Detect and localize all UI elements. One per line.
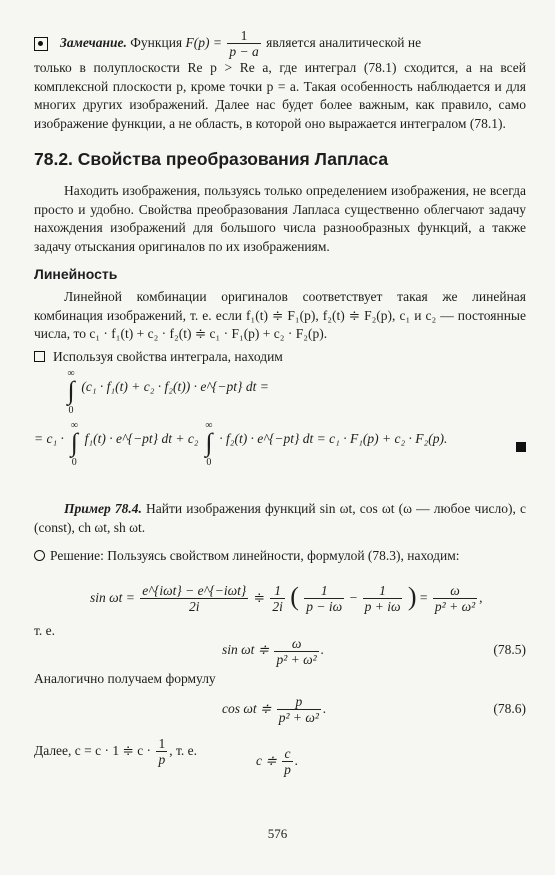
cos-result-lhs: cos ωt ≑ [222, 700, 272, 716]
remark-label: Замечание. [60, 35, 127, 50]
half-fraction [270, 583, 285, 614]
sin-result-lhs: sin ωt ≑ [222, 642, 270, 658]
euler-fraction [140, 583, 248, 614]
equals-sign: = [419, 589, 428, 605]
remark-block [34, 28, 526, 133]
linearity-text: Линейной комбинации оригиналов соответствует такая же линейная комбинация изображений, т. е. если f₁(t) ≑ F₁(p), f₂(t) ≑ F₂(p), c₁ и c₂ — постоянные числа, то c₁ · f₁(t) + c₂ · f₂(t) ≑ c₁ · F₁(p) + c₂ · F₂(p). [34, 289, 526, 342]
solution-text: Пользуясь свойством линейности, формулой (78.3), находим: [107, 548, 460, 564]
p2-denominator: p + iω [364, 599, 401, 615]
sin-result: sin ωt ≑ $\frac{\omega}{\text{p² + ω²}}$ . (78.5) [34, 632, 526, 668]
equation-number-78-5: (78.5) [493, 642, 526, 658]
integral-sign: ∞ ∫ 0 [202, 430, 216, 456]
fraction-numerator: 1 [227, 28, 260, 44]
remark-icon [34, 37, 48, 51]
sin-lhs: sin ωt = [90, 589, 135, 605]
formula-1-body: (c₁ · f₁(t) + c₂ · f₂(t)) · e^{−pt} dt = [81, 379, 269, 395]
page-content [34, 28, 527, 778]
integral-lower: 0 [68, 405, 74, 417]
linearity-heading: Линейность [34, 266, 118, 283]
p2-fraction [363, 583, 403, 614]
formula-2-part-b: f₁(t) · e^{−pt} dt + c₂ [84, 431, 199, 447]
integral-sign: ∞ ∫ 0 [67, 430, 81, 456]
minus-sign: − [349, 589, 358, 605]
integral-upper: ∞ [205, 420, 213, 432]
c-result: c ≑ $\frac{c}{p}$ . [256, 746, 299, 778]
te-line: т. е. [34, 622, 56, 638]
formula-2-part-a: = c₁ · [34, 431, 64, 447]
further-fraction [156, 736, 167, 767]
example-text: Найти изображения функций sin ωt, cos ωt (ω — любое число), c (const), ch ωt, sh ωt. [34, 501, 527, 535]
cos-result-denominator: p² + ω² [278, 710, 319, 726]
equation-number-78-6: (78.6) [493, 700, 526, 716]
integral-upper: ∞ [70, 420, 78, 432]
remark-function: F(p) = [185, 35, 222, 50]
sin-result-fraction [274, 636, 318, 667]
integral-formula-1 [34, 368, 526, 422]
section-intro: Находить изображения, пользуясь только определением изображения, не всегда просто и удобно. Свойства преобразования Лапласа существенно облегчают задачу нахождения изображений для большого числа разнообразных функций, а также задачу отыскания оригиналов по их изображениям. [34, 183, 526, 254]
c-result-fraction [282, 746, 293, 777]
integral-lower: 0 [71, 457, 77, 469]
example-line [34, 500, 526, 537]
remark-text: Функция [130, 35, 183, 50]
analog-line: Аналогично получаем формулу [34, 671, 216, 687]
remark-fraction [227, 28, 260, 59]
proof-intro-line [34, 348, 526, 367]
p1-denominator: p − iω [306, 599, 343, 615]
result-denominator: p² + ω² [434, 599, 476, 615]
sin-result-numerator: ω [274, 636, 318, 652]
fraction-denominator: p − a [229, 44, 259, 60]
p1-fraction [304, 583, 344, 614]
c-result-lhs: c ≑ [256, 752, 277, 768]
result-fraction [433, 583, 477, 614]
proof-intro: Используя свойства интеграла, находим [53, 348, 283, 364]
further-text: Далее, c = c · 1 ≑ c · [34, 742, 152, 758]
correspondence-sign: ≑ [253, 589, 265, 605]
integral-lower: 0 [206, 457, 212, 469]
formula-2-part-c: · f₂(t) · e^{−pt} dt = c₁ · F₁(p) + c₂ · F₂(p). [219, 431, 448, 447]
solution-icon [34, 550, 45, 561]
integral-upper: ∞ [67, 368, 75, 380]
integral-formula-2 [34, 420, 526, 474]
euler-numerator: e^{iωt} − e^{−iωt} [142, 583, 247, 599]
sin-derivation: sin ωt = $\frac{\text{e\textasciicircum{}\{iωt\} − e\textasciicircum{}\{−iωt\}}}{2i}$ ≑ $\frac{1}{2i}$ ( $\frac{1}{p - i\omega}$ − $\frac{1}{p + i\omega}$ ) = $\frac{\omega}{\text{p² + ω²}}$ , [90, 581, 483, 615]
result-numerator: ω [433, 583, 477, 599]
integral-sign: ∞ ∫ 0 [64, 378, 78, 404]
c-result-denominator: p [284, 762, 291, 778]
example-label: Пример 78.4. [64, 501, 142, 517]
solution-line [34, 547, 526, 566]
p1-numerator: 1 [304, 583, 344, 599]
cos-result: cos ωt ≑ $\frac{p}{\text{p² + ω²}}$ . (78.6) [34, 691, 526, 727]
proof-start-icon [34, 351, 45, 362]
further-line [34, 733, 526, 778]
solution-label: Решение: [50, 548, 104, 564]
p2-numerator: 1 [363, 583, 403, 599]
remark-first-line [34, 28, 526, 59]
qed-icon [516, 442, 526, 452]
remark-text-end: является аналитической не [266, 35, 422, 50]
half-denominator: 2i [272, 599, 283, 615]
further-end: , т. е. [169, 742, 197, 758]
c-result-numerator: c [282, 746, 293, 762]
euler-denominator: 2i [189, 599, 200, 615]
cos-result-fraction [277, 694, 321, 725]
half-numerator: 1 [270, 583, 285, 599]
page-number: 576 [267, 826, 288, 841]
further-denominator: p [158, 752, 166, 768]
sin-result-denominator: p² + ω² [276, 651, 317, 667]
section-title: 78.2. Свойства преобразования Лапласа [34, 149, 389, 170]
further-numerator: 1 [158, 736, 166, 752]
cos-result-numerator: p [277, 694, 321, 710]
remark-continuation: только в полуплоскости Re p > Re a, где интеграл (78.1) сходится, а на всей комплексной плоскости p, кроме точки p = a. Такая особенность наблюдается и для многих других изображений. Далее нас будет более важным, как правило, само изображение функции, а не область, в которой оно выражается интегралом (78.1). [34, 60, 526, 131]
